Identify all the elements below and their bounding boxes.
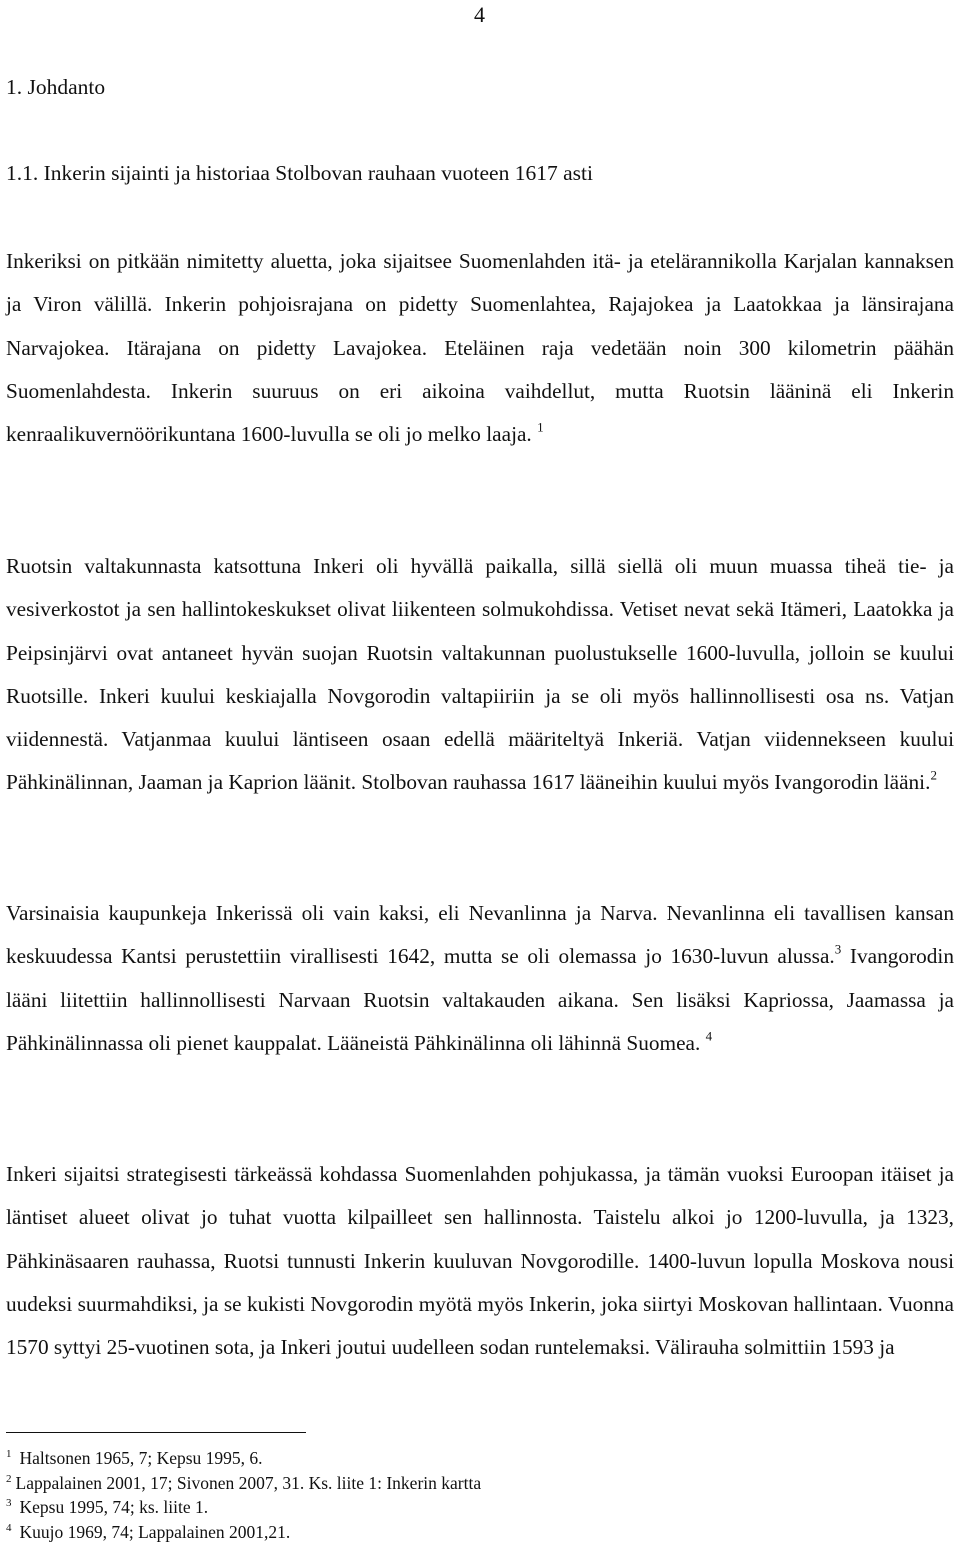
section-heading: 1.1. Inkerin sijainti ja historiaa Stolbovan rauhaan vuoteen 1617 asti [6, 161, 593, 185]
paragraph-2 [6, 545, 954, 805]
paragraph-3-text-after: Ivangorodin lääni liitettiin hallinnollisesti Narvaan Ruotsin valtakauden aikana. Sen lisäksi Kapriossa, Jaamassa ja Pähkinälinnassa oli pienet kauppalat. Lääneistä Pähkinälinna oli lähinnä Suomea. [6, 944, 954, 1055]
footnote-text: Kepsu 1995, 74; ks. liite 1. [19, 1497, 209, 1517]
paragraph-3-text-before: Varsinaisia kaupunkeja Inkerissä oli vain kaksi, eli Nevanlinna ja Narva. Nevanlinna eli tavallisen kansan keskuudessa Kantsi perustettiin virallisesti 1642, mutta se oli olemassa jo 1630-luvun alussa. [6, 901, 954, 969]
paragraph-4-text: Inkeri sijaitsi strategisesti tärkeässä kohdassa Suomenlahden pohjukassa, ja tämän vuoksi Euroopan itäiset ja läntiset alueet olivat jo tuhat vuotta kilpailleet sen hallinnosta. Taistelu alkoi jo 1200-luvulla, ja 1323, Pähkinäsaaren rauhassa, Ruotsi tunnusti Inkerin kuuluvan Novgorodille. 1400-luvun lopulla Moskova nousi uudeksi suurmahdiksi, ja se kukisti Novgorodin myötä myös Inkerin, joka siirtyi Moskovan hallintaan. Vuonna 1570 syttyi 25-vuotinen sota, ja Inkeri joutui uudelleen sodan runtelemaksi. Välirauha solmittiin 1593 ja [6, 1162, 954, 1360]
paragraph-4 [6, 1153, 954, 1369]
footnote-text: Kuujo 1969, 74; Lappalainen 2001,21. [19, 1521, 291, 1542]
footnote-number: 2 [6, 1472, 12, 1485]
paragraph-1-text: Inkeriksi on pitkään nimitetty aluetta, joka sijaitsee Suomenlahden itä- ja etelärannikolla Karjalan kannaksen ja Viron välillä. Inkerin pohjoisrajana on pidetty Suomenlahtea, Rajajokea ja Laatokkaa ja länsirajana Narvajokea. Itärajana on pidetty Lavajokea. Eteläinen raja vedetään noin 300 kilometrin päähän Suomenlahdesta. Inkerin suuruus on eri aikoina vaihdellut, mutta Ruotsin lääninä eli Inkerin kenraalikuvernöörikuntana 1600-luvulla se oli jo melko laaja. [6, 249, 954, 447]
footnotes [6, 1446, 946, 1544]
chapter-heading: 1. Johdanto [6, 75, 106, 99]
paragraph-1 [6, 240, 954, 456]
footnote-number: 3 [6, 1496, 12, 1509]
footnote-ref-3[interactable]: 3 [834, 941, 842, 957]
footnote-number: 4 [6, 1521, 12, 1534]
footnote-2 [6, 1471, 946, 1496]
footnote-1 [6, 1446, 946, 1471]
footnote-ref-4[interactable]: 4 [705, 1028, 713, 1044]
page-number: 4 [474, 2, 485, 27]
footnote-divider [6, 1432, 306, 1433]
footnote-ref-2[interactable]: 2 [930, 767, 937, 783]
footnote-ref-1[interactable]: 1 [537, 419, 544, 435]
footnote-text: Haltsonen 1965, 7; Kepsu 1995, 6. [19, 1448, 263, 1468]
paragraph-3 [6, 892, 954, 1065]
footnote-text: Lappalainen 2001, 17; Sivonen 2007, 31. Ks. liite 1: Inkerin kartta [15, 1472, 482, 1493]
paragraph-2-text: Ruotsin valtakunnasta katsottuna Inkeri oli hyvällä paikalla, sillä siellä oli muun muassa tiheä tie- ja vesiverkostot ja sen hallintokeskukset olivat liikenteen solmukohdissa. Vetiset nevat sekä Itämeri, Laatokka ja Peipsinjärvi ovat antaneet hyvän suojan Ruotsin valtakunnan puolustukselle 1600-luvulla, jolloin se kuului Ruotsille. Inkeri kuului keskiajalla Novgorodin valtapiiriin ja se oli myös hallinnollisesti osa ns. Vatjan viidennestä. Vatjanmaa kuului läntiseen osaan edellä määriteltyä Inkeriä. Vatjan viidennekseen kuului Pähkinälinnan, Jaaman ja Kaprion läänit. Stolbovan rauhassa 1617 lääneihin kuului myös Ivangorodin lääni. [6, 554, 954, 795]
footnote-3 [6, 1495, 946, 1520]
footnote-4 [6, 1520, 946, 1545]
footnote-number: 1 [6, 1447, 12, 1460]
